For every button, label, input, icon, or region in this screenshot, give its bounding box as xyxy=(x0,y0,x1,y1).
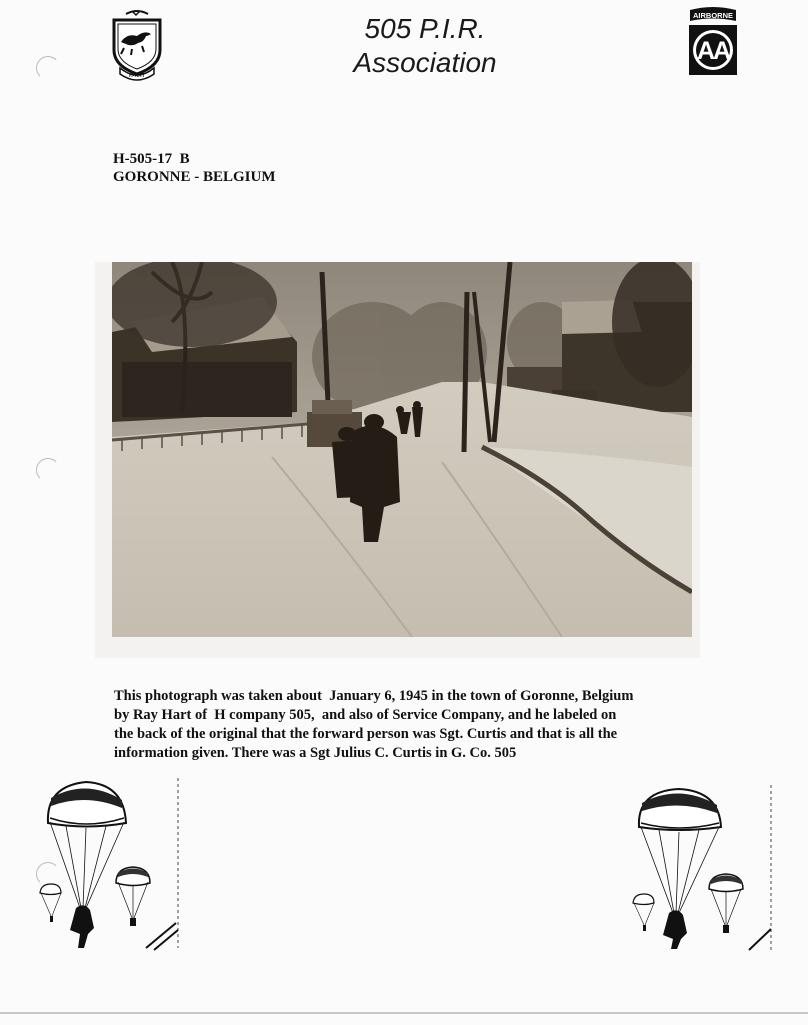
caption-line: by Ray Hart of H company 505, and also of Service Company, and he labeled on xyxy=(114,707,617,723)
airborne-tab-text: AIRBORNE xyxy=(692,11,734,20)
photo-caption xyxy=(114,687,714,763)
caption-line: information given. There was a Sgt Julius C. Curtis in G. Co. 505 xyxy=(114,745,517,761)
binder-hole-mark xyxy=(36,458,60,482)
binder-hole-mark xyxy=(36,56,60,80)
parachute-illustration-right xyxy=(625,785,775,955)
parachute-illustration-left xyxy=(36,778,186,956)
document-header xyxy=(113,150,276,186)
82nd-airborne-patch-icon xyxy=(686,6,740,78)
title-line-2: Association xyxy=(353,47,497,78)
page-bottom-edge xyxy=(0,1012,808,1014)
document-location: GORONNE - BELGIUM xyxy=(113,169,276,185)
caption-line: This photograph was taken about January 6, 1945 in the town of Goronne, Belgium xyxy=(114,688,634,704)
association-title xyxy=(290,12,560,80)
snowy-village-street-photo xyxy=(112,262,692,637)
panther-crest-icon xyxy=(108,8,166,82)
airborne-letters: AA xyxy=(696,37,730,65)
document-id: H-505-17 B xyxy=(113,151,190,167)
title-line-1: 505 P.I.R. xyxy=(364,13,486,44)
svg-text:H•ART: H•ART xyxy=(129,73,145,79)
caption-line: the back of the original that the forward person was Sgt. Curtis and that is all the xyxy=(114,726,618,742)
